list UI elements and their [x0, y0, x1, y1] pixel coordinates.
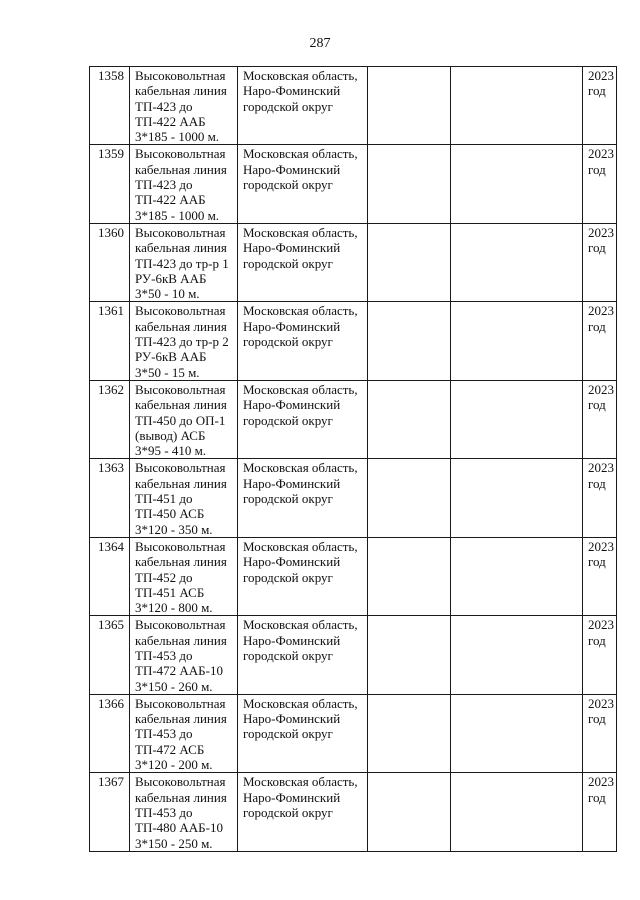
year-cell-line: 2023	[588, 303, 614, 319]
object-name-cell-line: 3*185 - 1000 м.	[135, 129, 220, 145]
object-name-cell-line: ТП-451 до	[135, 491, 193, 507]
object-name-cell-line: ТП-472 АСБ	[135, 741, 205, 757]
table-row	[90, 145, 617, 223]
object-name-cell-line: РУ-6кВ ААБ	[135, 349, 207, 365]
year-cell-line: год	[588, 318, 606, 334]
location-cell-line: Московская область,	[243, 146, 358, 162]
location-cell-line: Наро-Фоминский	[243, 240, 341, 256]
object-name-cell-line: кабельная линия	[135, 554, 227, 570]
object-name-cell-line: ТП-480 ААБ-10	[135, 820, 223, 836]
location-cell-line: Московская область,	[243, 538, 358, 554]
object-name-cell-line: (вывод) АСБ	[135, 427, 206, 443]
year-cell-line: 2023	[588, 695, 614, 711]
empty-cell-col4	[368, 459, 451, 537]
location-cell-line: Наро-Фоминский	[243, 632, 341, 648]
year-cell-line: 2023	[588, 617, 614, 633]
year-cell-line: год	[588, 83, 606, 99]
location-cell-line: городской округ	[243, 98, 333, 114]
row-number-cell: 1367	[90, 773, 130, 851]
location-cell-line: Московская область,	[243, 381, 358, 397]
empty-cell-col4	[368, 773, 451, 851]
location-cell	[238, 773, 368, 851]
empty-cell-col5	[451, 773, 583, 851]
empty-cell-col4	[368, 302, 451, 380]
table-row	[90, 223, 617, 301]
empty-cell-col5	[451, 145, 583, 223]
object-name-cell-line: ТП-423 до	[135, 177, 193, 193]
empty-cell-col5	[451, 223, 583, 301]
object-name-cell-line: кабельная линия	[135, 318, 227, 334]
object-name-cell-line: 3*50 - 10 м.	[135, 286, 200, 302]
year-cell	[583, 773, 617, 851]
year-cell-line: год	[588, 632, 606, 648]
location-cell-line: Московская область,	[243, 303, 358, 319]
location-cell	[238, 537, 368, 615]
location-cell-line: Наро-Фоминский	[243, 318, 341, 334]
page-number: 287	[309, 36, 331, 51]
location-cell-line: городской округ	[243, 569, 333, 585]
location-cell-line: городской округ	[243, 177, 333, 193]
year-cell-line: 2023	[588, 774, 614, 790]
object-name-cell-line: Высоковольтная	[135, 695, 226, 711]
table-row	[90, 537, 617, 615]
empty-cell-col4	[368, 616, 451, 694]
year-cell-line: 2023	[588, 460, 614, 476]
object-name-cell-line: 3*120 - 200 м.	[135, 757, 213, 773]
location-cell	[238, 223, 368, 301]
location-cell-line: Наро-Фоминский	[243, 711, 341, 727]
object-name-cell	[130, 223, 238, 301]
object-name-cell	[130, 67, 238, 145]
object-name-cell-line: ТП-450 АСБ	[135, 506, 205, 522]
year-cell-line: 2023	[588, 381, 614, 397]
object-name-cell-line: 3*50 - 15 м.	[135, 364, 200, 380]
location-cell	[238, 302, 368, 380]
location-cell-line: Московская область,	[243, 695, 358, 711]
empty-cell-col5	[451, 67, 583, 145]
year-cell	[583, 223, 617, 301]
object-name-cell-line: кабельная линия	[135, 161, 227, 177]
empty-cell-col4	[368, 380, 451, 458]
object-name-cell	[130, 145, 238, 223]
object-name-cell-line: ТП-453 до	[135, 647, 193, 663]
object-name-cell-line: 3*95 - 410 м.	[135, 443, 207, 459]
object-name-cell-line: 3*150 - 260 м.	[135, 678, 213, 694]
object-name-cell-line: 3*120 - 350 м.	[135, 521, 213, 537]
table-row	[90, 459, 617, 537]
object-name-cell	[130, 773, 238, 851]
location-cell-line: городской округ	[243, 412, 333, 428]
year-cell-line: год	[588, 475, 606, 491]
object-name-cell-line: 3*185 - 1000 м.	[135, 207, 220, 223]
row-number-cell: 1361	[90, 302, 130, 380]
empty-cell-col5	[451, 616, 583, 694]
year-cell-line: 2023	[588, 68, 614, 83]
empty-cell-col4	[368, 145, 451, 223]
object-name-cell-line: ТП-472 ААБ-10	[135, 663, 223, 679]
year-cell	[583, 694, 617, 772]
empty-cell-col5	[451, 302, 583, 380]
year-cell	[583, 380, 617, 458]
year-cell-line: год	[588, 711, 606, 727]
object-name-cell-line: ТП-422 ААБ	[135, 113, 206, 129]
object-name-cell-line: ТП-423 до тр-р 2	[135, 334, 229, 350]
location-cell	[238, 145, 368, 223]
location-cell-line: Наро-Фоминский	[243, 789, 341, 805]
row-number-cell: 1362	[90, 380, 130, 458]
object-name-cell-line: Высоковольтная	[135, 538, 226, 554]
registry-table-body	[90, 67, 617, 852]
object-name-cell-line: РУ-6кВ ААБ	[135, 270, 207, 286]
row-number-cell: 1366	[90, 694, 130, 772]
year-cell-line: 2023	[588, 146, 614, 162]
location-cell-line: Московская область,	[243, 774, 358, 790]
year-cell	[583, 67, 617, 145]
object-name-cell-line: Высоковольтная	[135, 224, 226, 240]
registry-table	[89, 66, 617, 852]
empty-cell-col5	[451, 380, 583, 458]
object-name-cell-line: кабельная линия	[135, 789, 227, 805]
object-name-cell-line: Высоковольтная	[135, 381, 226, 397]
object-name-cell-line: Высоковольтная	[135, 303, 226, 319]
object-name-cell-line: кабельная линия	[135, 711, 227, 727]
location-cell	[238, 616, 368, 694]
location-cell-line: Наро-Фоминский	[243, 83, 341, 99]
object-name-cell-line: кабельная линия	[135, 240, 227, 256]
year-cell-line: 2023	[588, 224, 614, 240]
object-name-cell-line: 3*150 - 250 м.	[135, 835, 213, 851]
row-number-cell: 1359	[90, 145, 130, 223]
object-name-cell-line: Высоковольтная	[135, 774, 226, 790]
object-name-cell-line: кабельная линия	[135, 475, 227, 491]
empty-cell-col4	[368, 223, 451, 301]
location-cell-line: Наро-Фоминский	[243, 554, 341, 570]
empty-cell-col5	[451, 537, 583, 615]
year-cell	[583, 302, 617, 380]
object-name-cell-line: ТП-423 до	[135, 98, 193, 114]
object-name-cell-line: ТП-450 до ОП-1	[135, 412, 226, 428]
object-name-cell	[130, 537, 238, 615]
object-name-cell	[130, 380, 238, 458]
table-row	[90, 380, 617, 458]
year-cell-line: год	[588, 397, 606, 413]
object-name-cell-line: 3*120 - 800 м.	[135, 600, 213, 616]
location-cell-line: городской округ	[243, 255, 333, 271]
location-cell	[238, 380, 368, 458]
object-name-cell-line: ТП-423 до тр-р 1	[135, 255, 229, 271]
table-row	[90, 67, 617, 145]
row-number-cell: 1358	[90, 67, 130, 145]
row-number-cell: 1365	[90, 616, 130, 694]
object-name-cell	[130, 459, 238, 537]
object-name-cell-line: ТП-453 до	[135, 726, 193, 742]
table-row	[90, 302, 617, 380]
year-cell-line: год	[588, 554, 606, 570]
table-row	[90, 616, 617, 694]
object-name-cell-line: кабельная линия	[135, 397, 227, 413]
empty-cell-col5	[451, 459, 583, 537]
row-number-cell: 1364	[90, 537, 130, 615]
empty-cell-col4	[368, 694, 451, 772]
year-cell	[583, 145, 617, 223]
location-cell-line: городской округ	[243, 491, 333, 507]
year-cell	[583, 459, 617, 537]
location-cell-line: Московская область,	[243, 617, 358, 633]
location-cell-line: городской округ	[243, 647, 333, 663]
location-cell-line: Московская область,	[243, 68, 358, 83]
object-name-cell	[130, 694, 238, 772]
location-cell-line: Московская область,	[243, 224, 358, 240]
location-cell-line: городской округ	[243, 334, 333, 350]
object-name-cell-line: Высоковольтная	[135, 68, 226, 83]
object-name-cell-line: Высоковольтная	[135, 460, 226, 476]
location-cell	[238, 459, 368, 537]
empty-cell-col4	[368, 67, 451, 145]
location-cell-line: Московская область,	[243, 460, 358, 476]
location-cell-line: городской округ	[243, 726, 333, 742]
empty-cell-col4	[368, 537, 451, 615]
location-cell	[238, 67, 368, 145]
object-name-cell	[130, 616, 238, 694]
location-cell	[238, 694, 368, 772]
year-cell	[583, 537, 617, 615]
year-cell-line: год	[588, 789, 606, 805]
table-row	[90, 773, 617, 851]
year-cell	[583, 616, 617, 694]
row-number-cell: 1360	[90, 223, 130, 301]
location-cell-line: Наро-Фоминский	[243, 475, 341, 491]
table-row	[90, 694, 617, 772]
location-cell-line: Наро-Фоминский	[243, 397, 341, 413]
object-name-cell-line: Высоковольтная	[135, 146, 226, 162]
location-cell-line: городской округ	[243, 804, 333, 820]
year-cell-line: год	[588, 161, 606, 177]
object-name-cell-line: кабельная линия	[135, 83, 227, 99]
object-name-cell-line: кабельная линия	[135, 632, 227, 648]
object-name-cell-line: ТП-453 до	[135, 804, 193, 820]
year-cell-line: 2023	[588, 538, 614, 554]
object-name-cell-line: Высоковольтная	[135, 617, 226, 633]
row-number-cell: 1363	[90, 459, 130, 537]
object-name-cell	[130, 302, 238, 380]
empty-cell-col5	[451, 694, 583, 772]
object-name-cell-line: ТП-452 до	[135, 569, 193, 585]
year-cell-line: год	[588, 240, 606, 256]
location-cell-line: Наро-Фоминский	[243, 161, 341, 177]
object-name-cell-line: ТП-422 ААБ	[135, 192, 206, 208]
object-name-cell-line: ТП-451 АСБ	[135, 584, 205, 600]
